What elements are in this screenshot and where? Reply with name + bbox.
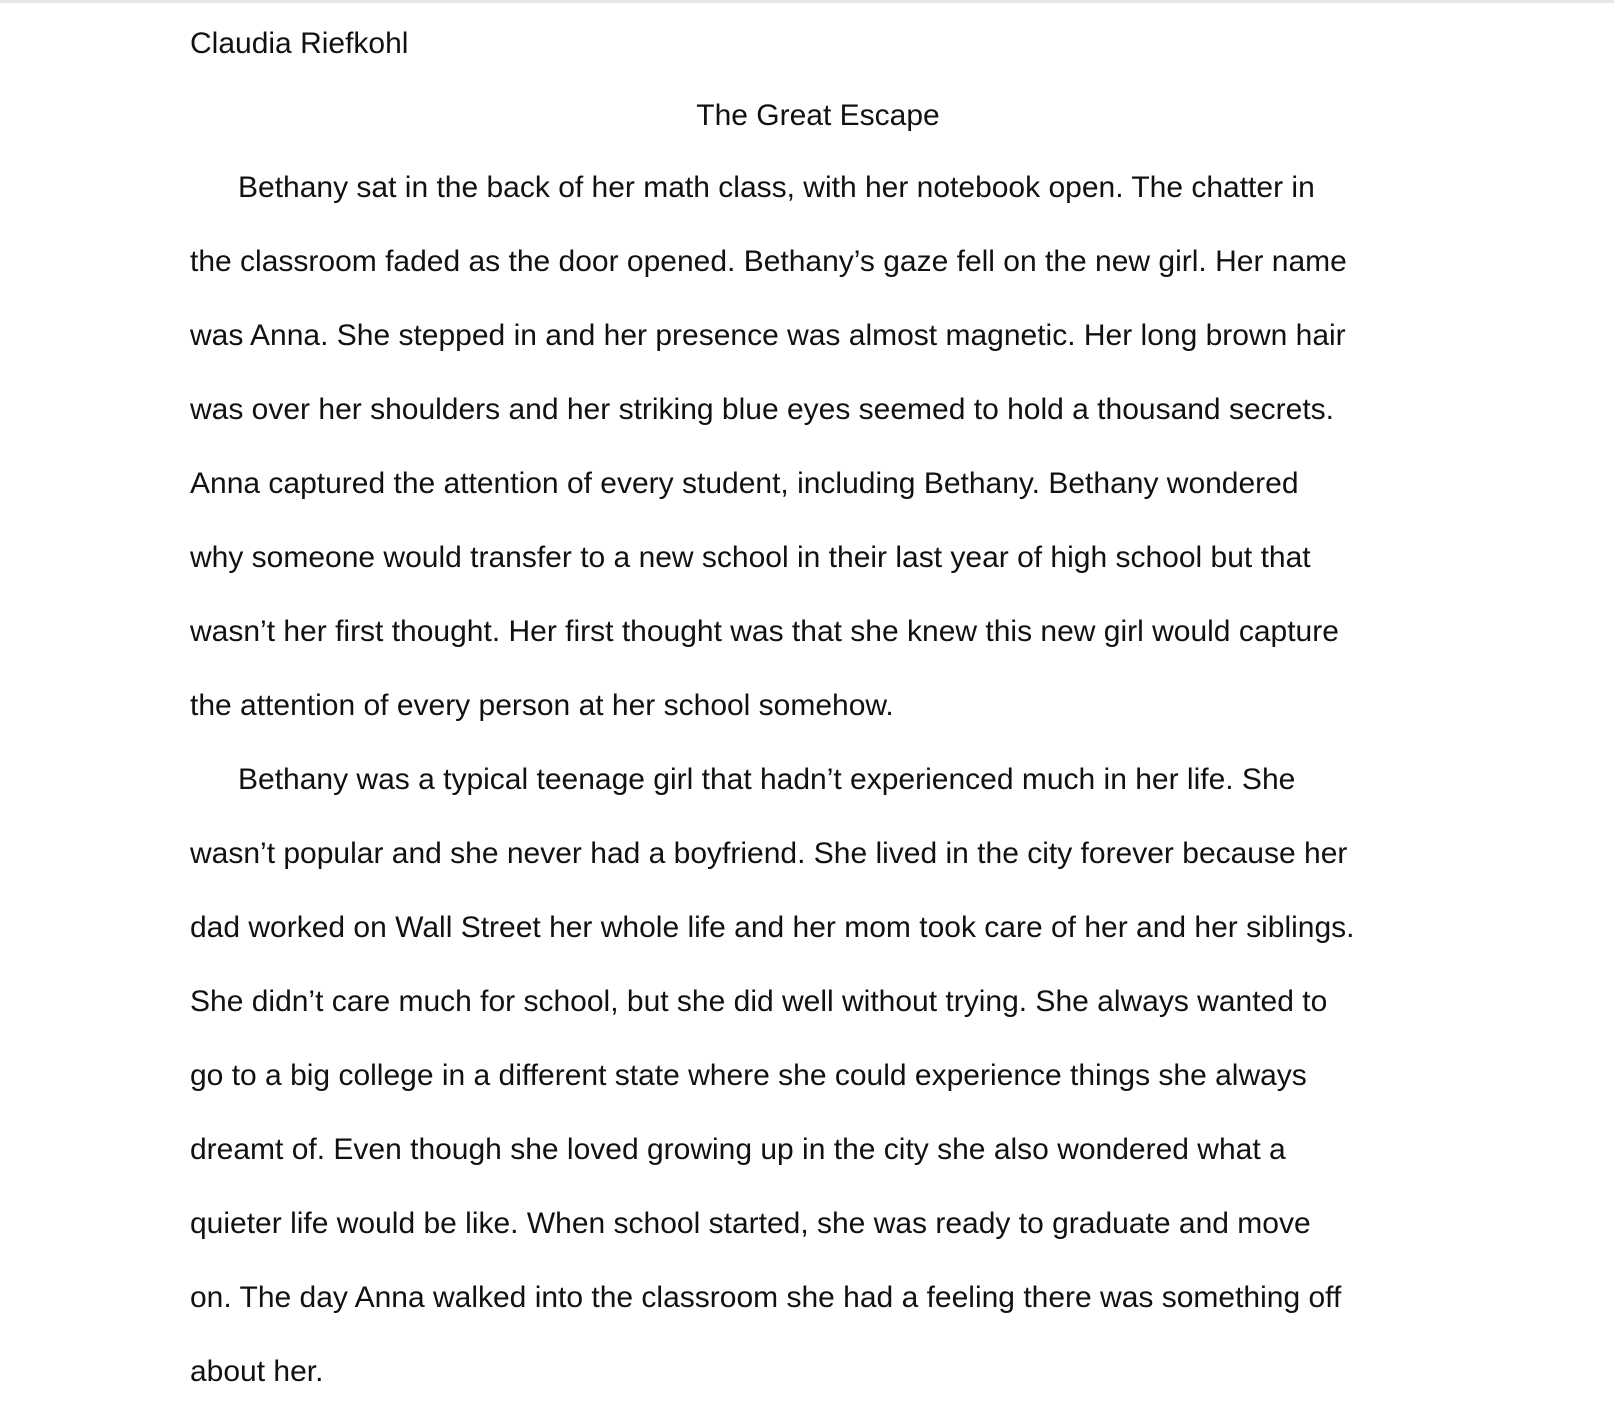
paragraph-line: go to a big college in a different state where she could experience things she always (190, 1059, 1307, 1092)
paragraph-line: wasn’t popular and she never had a boyfriend. She lived in the city forever because her (190, 837, 1348, 870)
paragraph-line: quieter life would be like. When school started, she was ready to graduate and move (190, 1207, 1311, 1240)
paragraph-line: Bethany sat in the back of her math class, with her notebook open. The chatter in (238, 171, 1315, 204)
document-page (190, 22, 1440, 1424)
author-name: Claudia Riefkohl (190, 27, 409, 60)
paragraph-line: the classroom faded as the door opened. Bethany’s gaze fell on the new girl. Her name (190, 245, 1347, 278)
paragraph-1 (190, 166, 1440, 758)
paragraph-2 (190, 758, 1440, 1424)
paragraph-line: wasn’t her first thought. Her first thought was that she knew this new girl would capture (190, 615, 1339, 648)
paragraph-line: the attention of every person at her school somehow. (190, 689, 894, 722)
document-title: The Great Escape (696, 99, 940, 132)
paragraph-line: Anna captured the attention of every student, including Bethany. Bethany wondered (190, 467, 1299, 500)
paragraph-line: was over her shoulders and her striking blue eyes seemed to hold a thousand secrets. (190, 393, 1334, 426)
paragraph-line: dreamt of. Even though she loved growing up in the city she also wondered what a (190, 1133, 1286, 1166)
paragraph-line: about her. (190, 1355, 324, 1388)
paragraph-line: why someone would transfer to a new school in their last year of high school but that (190, 541, 1311, 574)
paragraph-line: She didn’t care much for school, but she did well without trying. She always wanted to (190, 985, 1328, 1018)
paragraph-line: Bethany was a typical teenage girl that hadn’t experienced much in her life. She (238, 763, 1296, 796)
page-top-border (0, 0, 1614, 3)
paragraph-line: on. The day Anna walked into the classroom she had a feeling there was something off (190, 1281, 1342, 1314)
paragraph-line: dad worked on Wall Street her whole life and her mom took care of her and her siblings. (190, 911, 1355, 944)
paragraph-line: was Anna. She stepped in and her presence was almost magnetic. Her long brown hair (190, 319, 1346, 352)
